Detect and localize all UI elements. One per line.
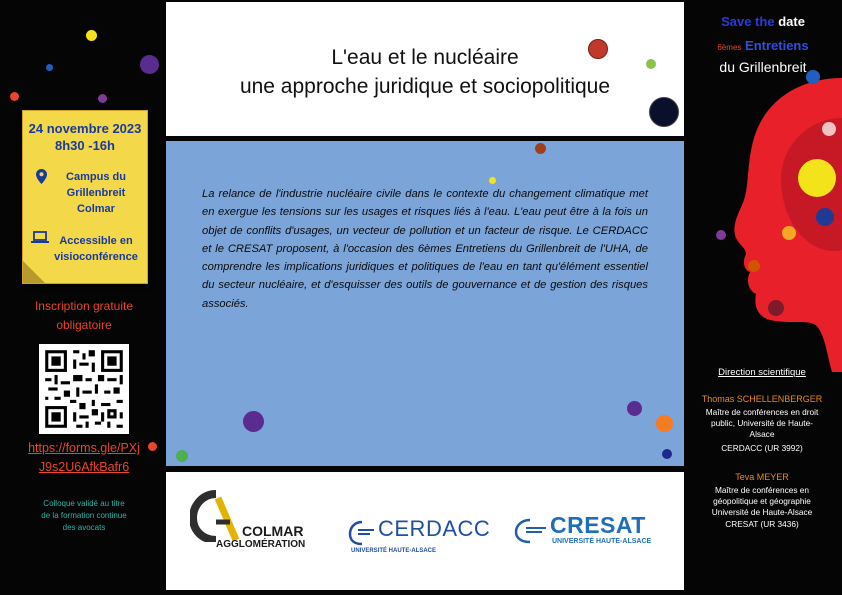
head-dot: [822, 122, 836, 136]
online-line: visioconférence: [54, 251, 138, 263]
registration-link[interactable]: J9s2U6AfkBafr6: [38, 460, 130, 474]
cresat-logo-sub: UNIVERSITÉ HAUTE-ALSACE: [552, 538, 652, 545]
colmar-logo-text: AGGLOMÉRATION: [216, 539, 306, 550]
head-dot: [768, 300, 784, 316]
description-text: La relance de l'industrie nucléaire civile dans le contexte du changement climatique met en exergue les tensions sur les usages et risques liés à l'eau. L'eau peut être à la fois un objet de conflits d'usages, un vecteur de pollution et un facteur de risque. Le CERDACC et le CRESAT proposent, à l'occasion des 6èmes Entretiens du Grillenbreit de l'UHA, de comprendre les implications juridiques et politiques de l'eau en tant qu'élément essentiel du secteur nucléaire, et d'esquisser des outils de gouvernance et de gestion des risques associés.: [202, 188, 648, 310]
title-box: [166, 2, 684, 136]
event-time: 8h30 -16h: [55, 138, 115, 153]
person-detail: Maître de conférences en droit: [705, 407, 819, 417]
person-name: Teva MEYER: [735, 472, 789, 482]
decor-dot: [176, 450, 188, 462]
edition-text: 6èmes: [717, 43, 742, 52]
decor-dot: [98, 94, 107, 103]
decor-dot: [10, 92, 19, 101]
location-line: Campus du: [66, 171, 126, 183]
entretiens-text: Entretiens: [745, 38, 809, 53]
direction-title: Direction scientifique: [718, 367, 806, 378]
cerdacc-logo-sub: UNIVERSITÉ HAUTE-ALSACE: [351, 548, 437, 554]
decor-dot: [588, 39, 608, 59]
head-dot: [716, 230, 726, 240]
cresat-logo-mark: [514, 518, 550, 544]
head-dot: [816, 208, 834, 226]
person-detail: CERDACC (UR 3992): [721, 443, 803, 453]
person-detail: Maître de conférences en: [714, 485, 810, 495]
cresat-logo-text: CRESAT: [550, 512, 646, 538]
decor-dot: [489, 177, 496, 184]
partners-logo-box: [166, 472, 684, 590]
registration-link[interactable]: https://forms.gle/PXj: [28, 441, 140, 455]
decor-dot: [140, 55, 159, 74]
save-the-text: Save the: [721, 14, 775, 29]
head-dot: [782, 226, 796, 240]
inscription-text: obligatoire: [56, 318, 112, 332]
decor-dot: [535, 143, 546, 154]
person-detail: public, Université de Haute-: [711, 418, 813, 428]
qr-code[interactable]: [39, 344, 129, 434]
decor-dot: [649, 97, 679, 127]
location-pin-icon: [36, 169, 47, 184]
colmar-logo-mark: [190, 490, 240, 542]
entretiens-heading: [688, 38, 838, 53]
decor-dot: [662, 449, 672, 459]
accreditation-note: des avocats: [62, 523, 106, 532]
event-date: 24 novembre 2023: [28, 121, 142, 136]
date-text: date: [778, 14, 805, 29]
grillenbreit-text: du Grillenbreit: [719, 59, 807, 75]
location-line: Colmar: [77, 203, 115, 215]
online-line: Accessible en: [59, 235, 133, 247]
decor-dot: [46, 64, 53, 71]
laptop-icon: [31, 231, 49, 244]
colmar-logo-text: COLMAR: [242, 523, 304, 539]
cerdacc-logo-text: CERDACC: [378, 516, 491, 541]
decor-dot: [646, 59, 656, 69]
person-detail: Alsace: [749, 429, 775, 439]
person-name: Thomas SCHELLENBERGER: [701, 394, 823, 404]
inscription-text: Inscription gratuite: [34, 299, 134, 313]
decor-dot: [243, 411, 264, 432]
page-title: L'eau et le nucléaire: [331, 46, 519, 69]
page-subtitle: une approche juridique et sociopolitique: [239, 75, 611, 98]
note-fold: [23, 261, 45, 283]
save-the-date: [688, 14, 838, 29]
event-info-note: [22, 110, 148, 284]
accreditation-note: Colloque validé au titre: [43, 499, 125, 508]
person-detail: géopolitique et géographie: [713, 496, 811, 506]
decor-dot: [656, 415, 673, 432]
head-dot: [798, 159, 836, 197]
cerdacc-logo-mark: [348, 520, 378, 546]
decor-dot: [627, 401, 642, 416]
accreditation-note: de la formation continue: [41, 511, 127, 520]
person-detail: CRESAT (UR 3436): [725, 519, 799, 529]
person-detail: Université de Haute-Alsace: [711, 507, 813, 517]
decor-dot: [86, 30, 97, 41]
location-line: Grillenbreit: [66, 187, 126, 199]
head-dot: [748, 260, 760, 272]
